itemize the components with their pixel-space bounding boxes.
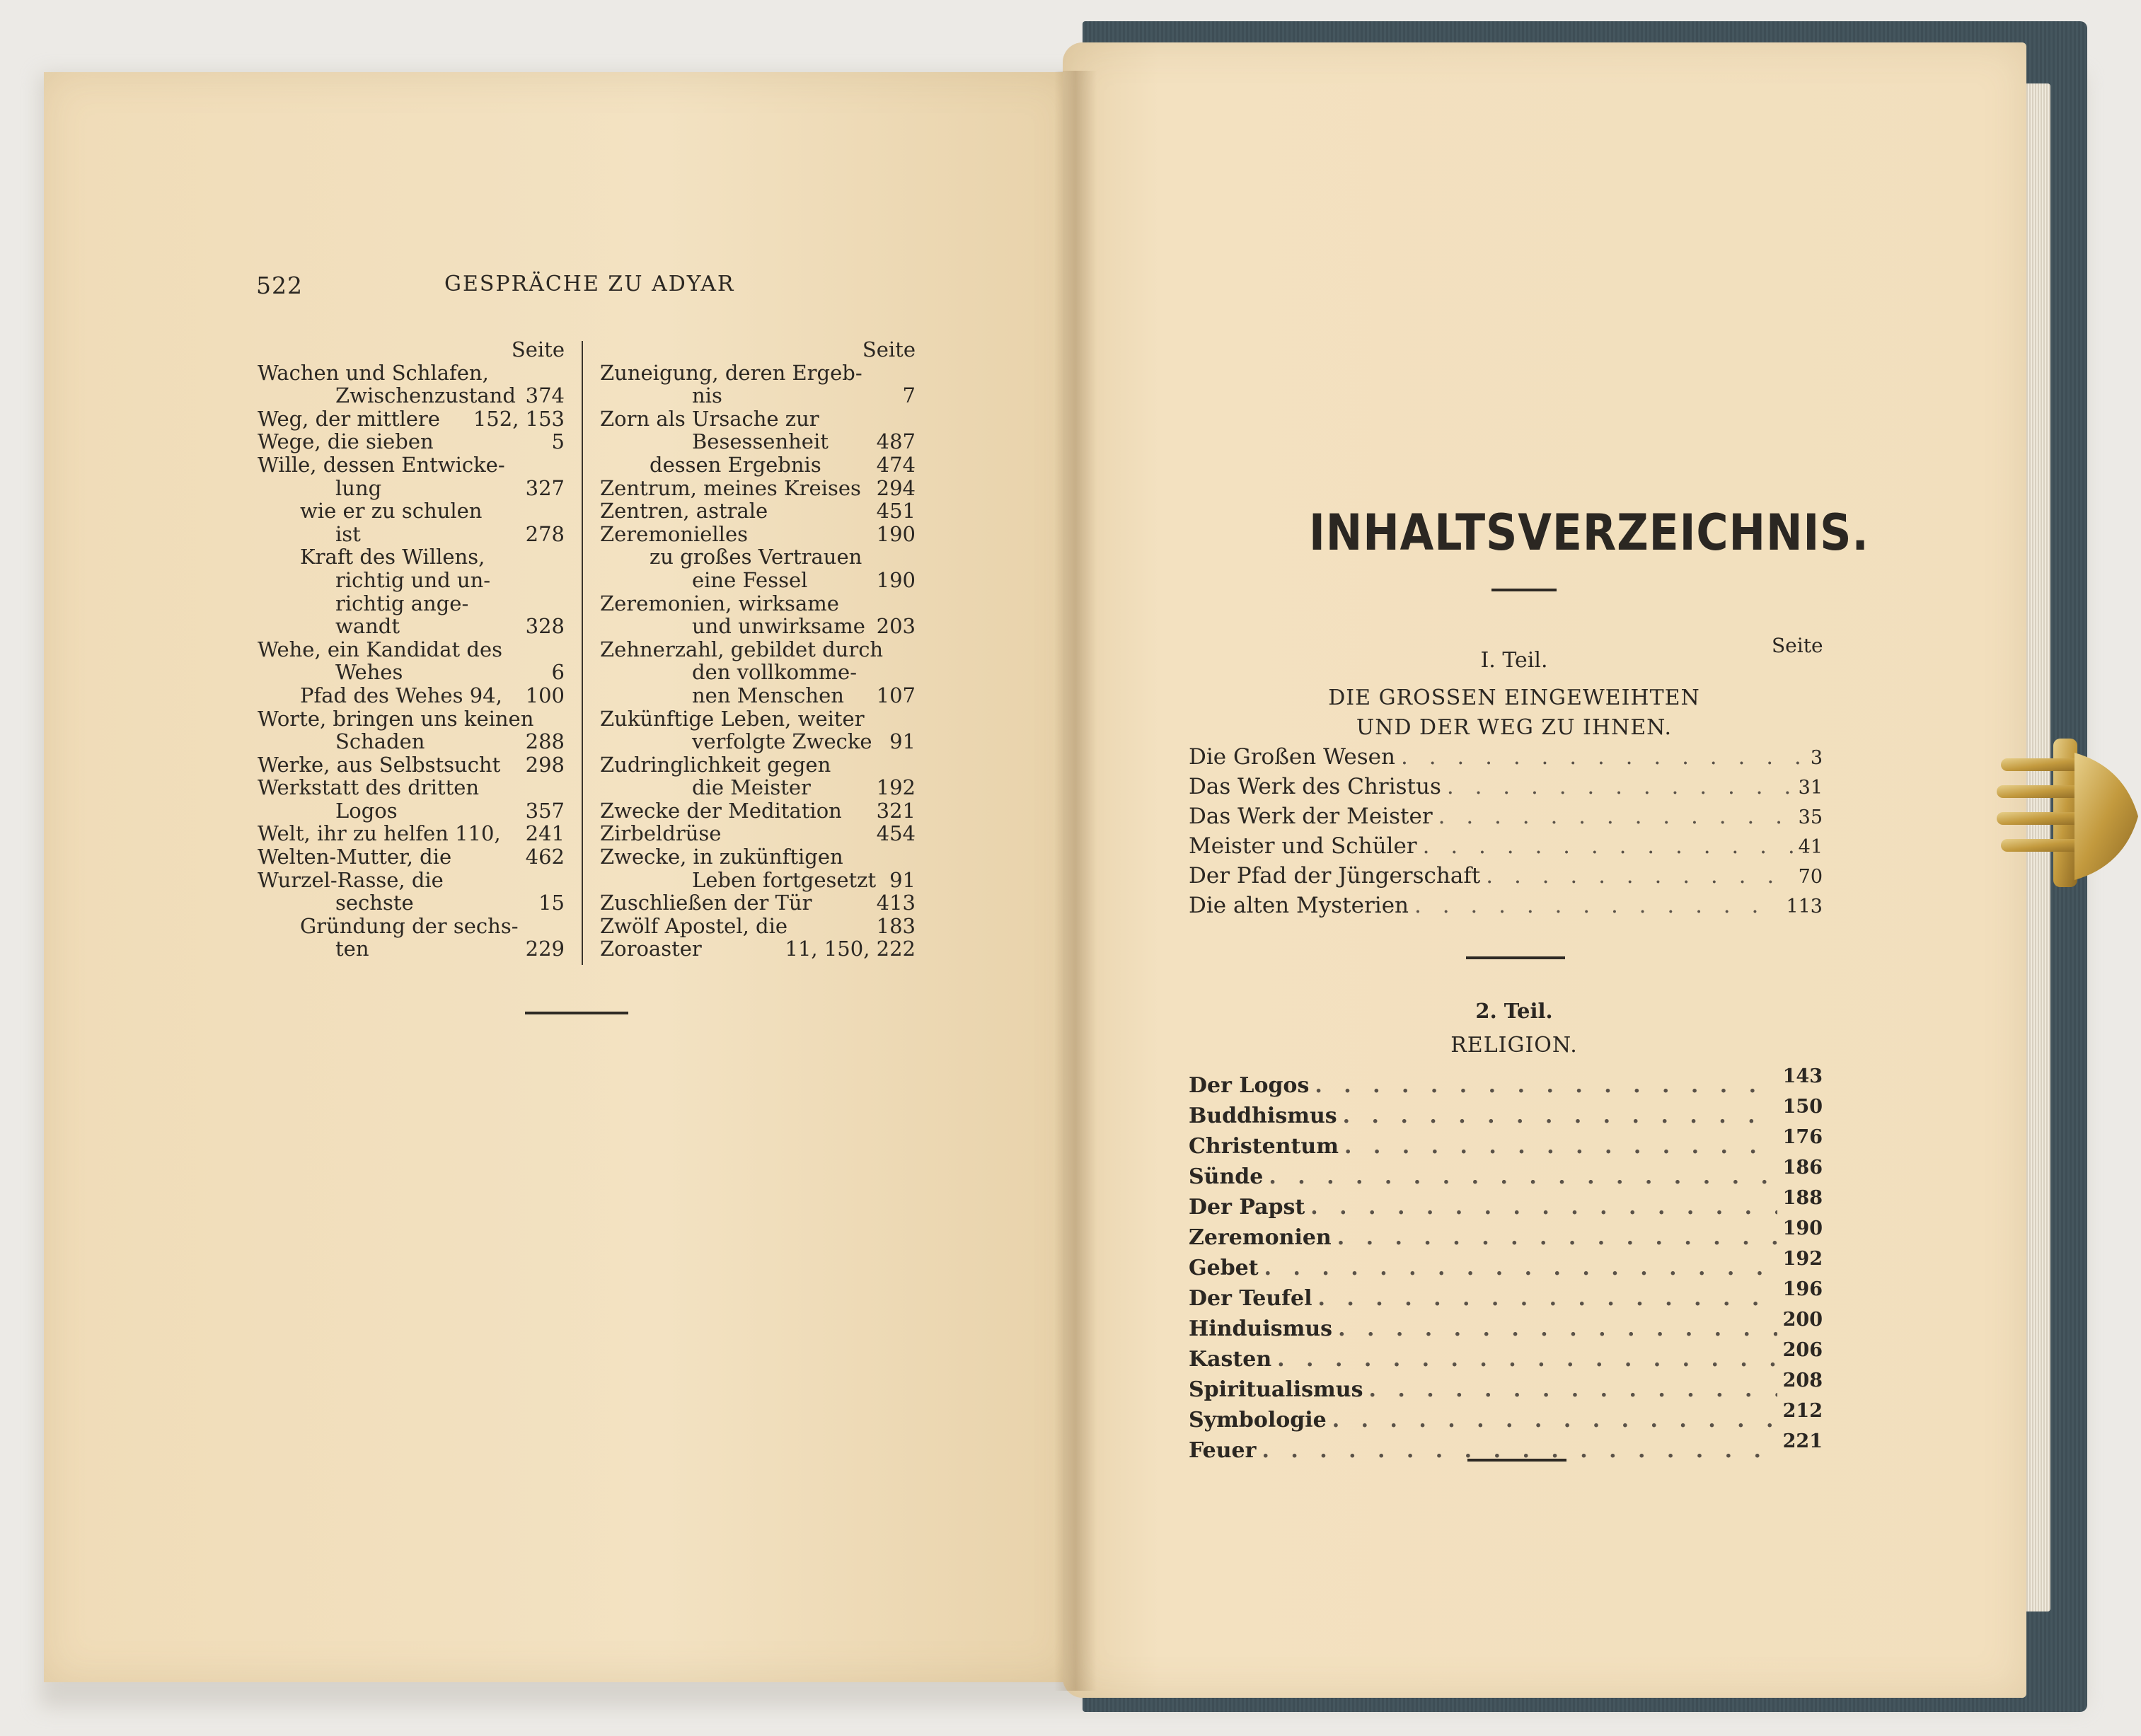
toc-dot-leader (1315, 1071, 1777, 1101)
index-entry (258, 430, 565, 453)
toc-dot-leader (1332, 1406, 1777, 1435)
toc-entry (1189, 1096, 1823, 1132)
column-divider (582, 341, 583, 965)
toc-entry-title: Sünde (1189, 1164, 1264, 1189)
toc-entry-page: 190 (1782, 1217, 1823, 1239)
toc-entry-title: Zeremonien (1189, 1225, 1332, 1250)
index-entry-text: Logos (335, 798, 398, 823)
part2-title: RELIGION. (1450, 1033, 1578, 1058)
index-entry-page: 91 (889, 867, 916, 892)
toc-entry (1189, 772, 1823, 802)
index-entry (258, 477, 565, 500)
index-entry (600, 615, 916, 638)
toc-entry-page: 192 (1782, 1248, 1823, 1270)
toc-entry-page: 3 (1810, 747, 1823, 769)
index-entry (258, 592, 565, 615)
index-entry (258, 937, 565, 961)
part1-title-line1: DIE GROSSEN EINGEWEIHTEN (1328, 685, 1700, 710)
index-entry (600, 453, 916, 477)
index-entry-page: 413 (876, 891, 916, 915)
index-entry-text: Zeremonien, wirksame (600, 591, 839, 615)
toc-dot-leader (1414, 891, 1780, 920)
index-entry-text: Wurzel-Rasse, die (258, 867, 444, 892)
index-entry-page: 91 (889, 729, 916, 754)
index-rows (600, 361, 916, 961)
index-entry (600, 707, 916, 731)
index-entry-page: 192 (876, 775, 916, 800)
index-entry (600, 845, 916, 869)
index-entry (258, 361, 565, 385)
part1-label: I. Teil. (1480, 648, 1548, 673)
toc-entry-page: 200 (1782, 1309, 1823, 1331)
index-entry (600, 776, 916, 799)
toc-dot-leader (1368, 1375, 1777, 1405)
toc-entry-title: Der Logos (1189, 1073, 1310, 1098)
index-entry (600, 730, 916, 753)
index-entry-text: Zuschließen der Tür (600, 891, 812, 915)
toc-entry-title: Buddhismus (1189, 1104, 1337, 1128)
index-entry (600, 523, 916, 546)
index-entry-page: 11, 150, 222 (785, 937, 916, 961)
index-entry-text: Wachen und Schlafen, (258, 360, 489, 385)
index-entry-page: 321 (876, 798, 916, 823)
index-entry-text: Zentrum, meines Kreises (600, 475, 861, 500)
index-entry-text: Wille, dessen Entwicke- (258, 452, 505, 477)
index-entry-text: Zukünftige Leben, weiter (600, 706, 865, 731)
toc-entry-title: Die Großen Wesen (1189, 744, 1395, 770)
index-entry-text: nis (692, 383, 722, 408)
index-entry (600, 684, 916, 707)
toc-entry-title: Kasten (1189, 1347, 1272, 1372)
toc-entry-title: Feuer (1189, 1438, 1257, 1463)
toc-entry (1189, 1278, 1823, 1314)
toc-entry-page: 188 (1782, 1187, 1823, 1209)
index-entry (600, 592, 916, 615)
toc-dot-leader (1401, 743, 1805, 771)
index-entry (258, 499, 565, 523)
index-entry (600, 477, 916, 500)
index-entry-text: Gründung der sechs- (300, 913, 519, 938)
index-entry-text: Werke, aus Selbstsucht (258, 752, 501, 777)
index-entry (600, 799, 916, 823)
toc-entry-title: Hinduismus (1189, 1317, 1333, 1341)
index-entry-text: Wehe, ein Kandidat des (258, 637, 503, 661)
index-rows (258, 361, 565, 961)
index-entry-text: Zentren, astrale (600, 499, 768, 523)
toc-entry-title: Der Pfad der Jüngerschaft (1189, 863, 1481, 889)
running-title: GESPRÄCHE ZU ADYAR (444, 272, 735, 296)
index-entry-text: Werkstatt des dritten (258, 775, 480, 800)
toc-entry (1189, 1370, 1823, 1406)
toc-entry-page: 206 (1782, 1339, 1823, 1361)
index-entry-text: ist (335, 521, 361, 546)
index-entry (258, 661, 565, 684)
index-entry (258, 707, 565, 731)
part1-title (1189, 683, 1840, 743)
index-entry-page: 100 (525, 683, 565, 707)
index-entry-text: Zirbeldrüse (600, 821, 722, 846)
toc-entry-title: Spiritualismus (1189, 1377, 1363, 1402)
toc-dot-leader (1277, 1345, 1777, 1375)
toc-entry-page: 143 (1782, 1065, 1823, 1087)
index-entry (258, 915, 565, 938)
index-entry-page: 152, 153 (473, 406, 565, 431)
part2-toc-list (1189, 1065, 1823, 1466)
toc-dot-leader (1343, 1101, 1777, 1131)
toc-entry (1189, 832, 1823, 862)
index-entry-text: Kraft des Willens, (300, 545, 485, 569)
toc-entry (1189, 891, 1823, 921)
toc-entry-page: 221 (1782, 1430, 1823, 1452)
index-entry (258, 384, 565, 407)
index-entry-text: den vollkomme- (692, 660, 858, 685)
index-entry-text: Zeremonielles (600, 521, 749, 546)
index-entry-page: 5 (551, 429, 565, 454)
toc-entry (1189, 1430, 1823, 1466)
end-rule-right (1467, 1459, 1566, 1462)
toc-dot-leader (1338, 1314, 1777, 1344)
page-clip-icon (1997, 739, 2141, 887)
index-entry-text: Zwecke, in zukünftigen (600, 845, 843, 869)
index-entry (258, 753, 565, 777)
toc-dot-leader (1438, 802, 1793, 831)
toc-entry-title: Christentum (1189, 1134, 1339, 1159)
index-entry (600, 638, 916, 661)
part1-title-line2: UND DER WEG ZU IHNEN. (1356, 715, 1673, 740)
section-rule (1466, 956, 1565, 959)
toc-entry-page: 186 (1782, 1157, 1823, 1179)
index-entry-page: 487 (876, 429, 916, 454)
index-entry-page: 229 (525, 937, 565, 961)
index-entry-text: wandt (335, 614, 400, 639)
index-entry-page: 190 (876, 567, 916, 592)
seite-header: Seite (511, 337, 565, 361)
index-entry-text: Zwecke der Meditation (600, 798, 842, 823)
toc-entry-page: 41 (1798, 836, 1823, 858)
index-entry-text: Pfad des Wehes 94, (300, 683, 502, 707)
index-entry-text: Zoroaster (600, 937, 702, 961)
index-entry (258, 615, 565, 638)
toc-entry-page: 196 (1782, 1278, 1823, 1300)
end-rule (525, 1012, 628, 1014)
index-entry (258, 730, 565, 753)
seite-label: Seite (1772, 634, 1823, 657)
toc-dot-leader (1423, 832, 1793, 860)
toc-entry-title: Das Werk des Christus (1189, 774, 1441, 799)
index-entry (258, 569, 565, 592)
index-entry-page: 374 (525, 383, 565, 408)
index-entry (258, 799, 565, 823)
index-entry (258, 869, 565, 892)
index-entry-text: sechste (335, 891, 414, 915)
index-entry-text: richtig ange- (335, 591, 469, 615)
index-entry-text: Zudringlichkeit gegen (600, 752, 831, 777)
toc-dot-leader (1318, 1284, 1777, 1314)
toc-entry (1189, 1126, 1823, 1162)
toc-entry-title: Meister und Schüler (1189, 833, 1417, 859)
toc-dot-leader (1337, 1223, 1777, 1253)
toc-entry (1189, 1309, 1823, 1345)
index-entry-page: 454 (876, 821, 916, 846)
index-entry-page: 183 (876, 913, 916, 938)
index-entry-text: Weg, der mittlere (258, 406, 440, 431)
index-entry (600, 753, 916, 777)
toc-entry (1189, 1339, 1823, 1375)
toc-entry-page: 208 (1782, 1370, 1823, 1391)
index-entry-page: 298 (525, 752, 565, 777)
index-entry-text: Wege, die sieben (258, 429, 434, 454)
page-number: 522 (256, 272, 303, 299)
index-entry-text: Besessenheit (692, 429, 829, 454)
toc-entry-page: 176 (1782, 1126, 1823, 1148)
toc-entry-page: 35 (1798, 806, 1823, 828)
toc-entry-title: Der Papst (1189, 1195, 1305, 1220)
toc-dot-leader (1447, 772, 1793, 801)
index-entry (258, 684, 565, 707)
index-entry-page: 15 (538, 891, 565, 915)
index-entry (258, 845, 565, 869)
index-entry (258, 638, 565, 661)
toc-entry-title: Die alten Mysterien (1189, 893, 1409, 918)
toc-dot-leader (1264, 1254, 1777, 1283)
toc-entry-page: 150 (1782, 1096, 1823, 1118)
index-entry-text: und unwirksame (692, 614, 865, 639)
part2-label: 2. Teil. (1475, 999, 1553, 1023)
index-entry-text: richtig und un- (335, 567, 491, 592)
index-entry-page: 462 (525, 845, 565, 869)
index-entry-text: Wehes (335, 660, 403, 685)
toc-entry (1189, 1248, 1823, 1284)
index-entry (258, 545, 565, 569)
toc-entry-title: Der Teufel (1189, 1286, 1312, 1311)
index-entry-text: Zuneigung, deren Ergeb- (600, 360, 862, 385)
index-entry-page: 288 (525, 729, 565, 754)
index-entry (600, 569, 916, 592)
toc-entry-title: Das Werk der Meister (1189, 804, 1433, 829)
index-entry (258, 822, 565, 845)
index-entry-page: 107 (876, 683, 916, 707)
toc-dot-leader (1269, 1162, 1777, 1192)
index-entry-page: 294 (876, 475, 916, 500)
seite-header: Seite (862, 337, 916, 361)
book-gutter (1054, 71, 1097, 1691)
index-entry (600, 869, 916, 892)
index-entry (600, 499, 916, 523)
toc-entry-page: 212 (1782, 1400, 1823, 1422)
index-entry-page: 278 (525, 521, 565, 546)
index-entry (258, 453, 565, 477)
index-entry-text: verfolgte Zwecke (692, 729, 872, 754)
index-entry-page: 203 (876, 614, 916, 639)
index-entry (600, 430, 916, 453)
index-entry-text: Worte, bringen uns keinen (258, 706, 534, 731)
toc-entry (1189, 862, 1823, 891)
index-entry (258, 407, 565, 431)
index-entry (600, 937, 916, 961)
index-entry (600, 661, 916, 684)
toc-entry (1189, 1217, 1823, 1254)
toc-entry (1189, 1157, 1823, 1193)
index-entry (600, 822, 916, 845)
toc-entry (1189, 802, 1823, 832)
toc-entry-page: 113 (1786, 896, 1823, 918)
index-entry (600, 407, 916, 431)
index-entry-page: 190 (876, 521, 916, 546)
index-entry (600, 361, 916, 385)
index-entry (600, 915, 916, 938)
index-column-1 (258, 338, 565, 961)
index-entry-text: Schaden (335, 729, 425, 754)
index-entry-text: nen Menschen (692, 683, 844, 707)
toc-dot-leader (1310, 1193, 1777, 1222)
index-entry-text: Zwischenzustand (335, 383, 516, 408)
index-entry-text: Zwölf Apostel, die (600, 913, 788, 938)
title-rule (1491, 589, 1557, 591)
index-entry-text: Leben fortgesetzt (692, 867, 877, 892)
index-entry-text: Zehnerzahl, gebildet durch (600, 637, 884, 661)
toc-dot-leader (1486, 862, 1792, 890)
toc-entry-page: 31 (1798, 777, 1823, 799)
toc-entry (1189, 1187, 1823, 1223)
toc-dot-leader (1344, 1132, 1777, 1162)
toc-entry-page: 70 (1798, 866, 1823, 888)
index-entry-text: Welt, ihr zu helfen 110, (258, 821, 501, 846)
index-entry-page: 328 (525, 614, 565, 639)
toc-entry (1189, 1400, 1823, 1436)
index-entry (600, 545, 916, 569)
toc-entry-title: Gebet (1189, 1256, 1259, 1280)
index-entry-page: 327 (525, 475, 565, 500)
toc-entry-title: Symbologie (1189, 1408, 1327, 1433)
toc-entry (1189, 743, 1823, 772)
index-entry-text: ten (335, 937, 369, 961)
index-entry-text: wie er zu schulen (300, 499, 483, 523)
index-entry-page: 7 (902, 383, 916, 408)
toc-entry (1189, 1065, 1823, 1101)
index-entry (258, 776, 565, 799)
index-entry-text: zu großes Vertrauen (650, 545, 862, 569)
index-entry-text: lung (335, 475, 382, 500)
index-entry-page: 241 (525, 821, 565, 846)
part1-toc-list (1189, 743, 1823, 921)
index-entry-text: Zorn als Ursache zur (600, 406, 819, 431)
index-entry-page: 357 (525, 798, 565, 823)
index-column-2 (600, 338, 916, 961)
index-entry (258, 523, 565, 546)
toc-title: INHALTSVERZEICHNIS. (1309, 504, 1869, 562)
index-entry-page: 451 (876, 499, 916, 523)
index-entry-page: 6 (551, 660, 565, 685)
index-entry (258, 891, 565, 915)
index-entry (600, 384, 916, 407)
index-entry-text: eine Fessel (692, 567, 808, 592)
index-entry (600, 891, 916, 915)
index-entry-text: die Meister (692, 775, 811, 800)
index-entry-page: 474 (876, 452, 916, 477)
index-entry-text: dessen Ergebnis (650, 452, 821, 477)
index-entry-text: Welten-Mutter, die (258, 845, 452, 869)
